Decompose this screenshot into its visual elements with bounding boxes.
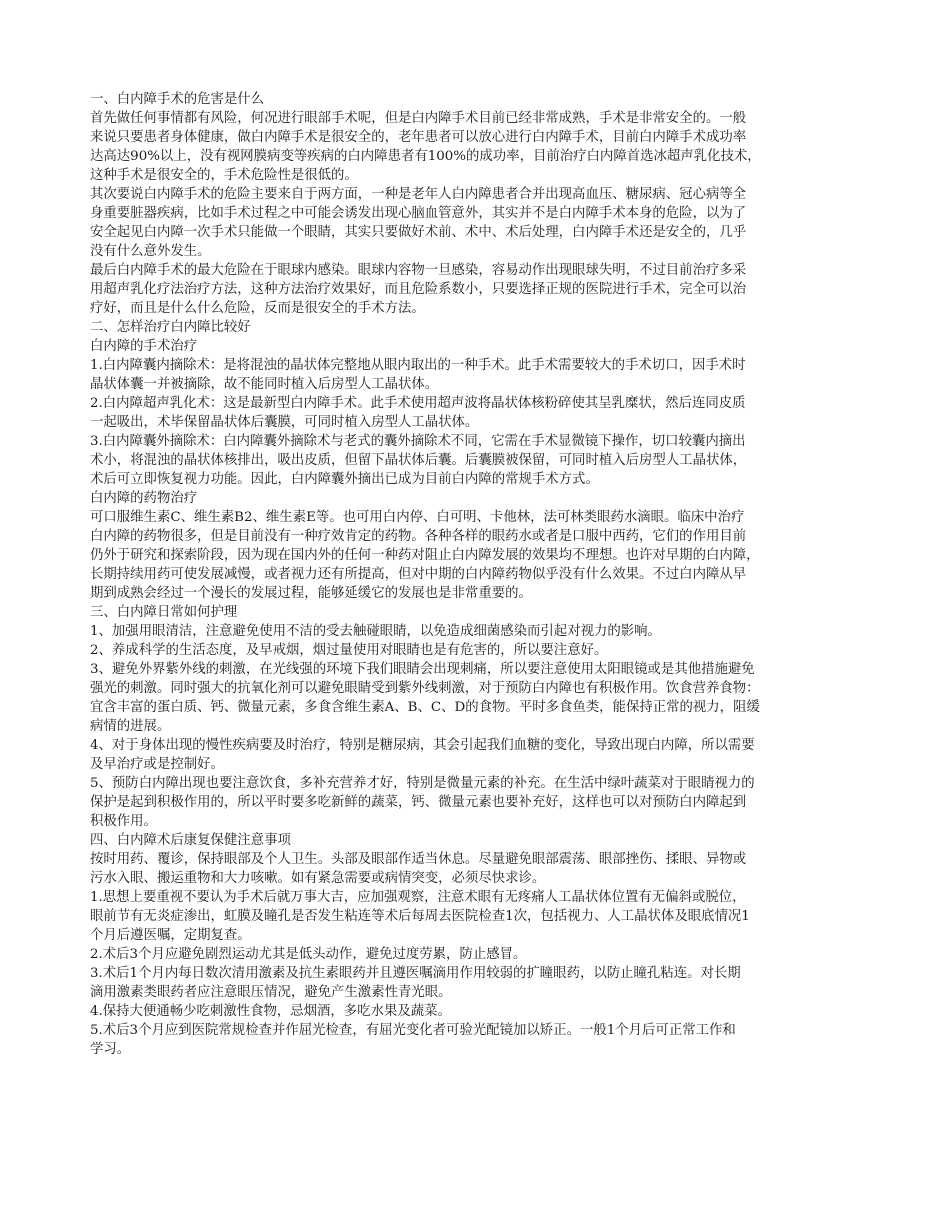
text-line: 疗好，而且是什么什么危险，反而是很安全的手术方法。 xyxy=(90,301,425,316)
text-line: 一起吸出，术毕保留晶状体后囊膜，可同时植入房型人工晶状体。 xyxy=(90,415,479,430)
text-line: 长期持续用药可使发展减慢，或者视力还有所提高，但对中期的白内障药物似乎没有什么效果。不过白内障从早 xyxy=(90,567,747,582)
text-line: 4.保持大便通畅少吃刺激性食物，忌烟酒，多吃水果及蔬菜。 xyxy=(90,1004,451,1019)
text-line: 2.白内障超声乳化术：这是最新型白内障手术。此手术使用超声波将晶状体核粉碎使其呈乳糜状，然后连同皮质 xyxy=(90,396,746,411)
text-line: 二、怎样治疗白内障比较好 xyxy=(90,320,251,335)
text-line: 积极作用。 xyxy=(90,814,157,829)
text-line: 其次要说白内障手术的危险主要来自于两方面，一种是老年人白内障患者合并出现高血压、糖尿病、冠心病等全 xyxy=(90,187,747,202)
text-line: 学习。 xyxy=(90,1042,131,1057)
text-line: 2.术后3个月应避免剧烈运动尤其是低头动作，避免过度劳累，防止感冒。 xyxy=(90,947,527,962)
text-line: 四、白内障术后康复保健注意事项 xyxy=(90,833,291,848)
text-line: 强光的刺激。同时强大的抗氧化剂可以避免眼睛受到紫外线刺激，对于预防白内障也有积极作用。饮食营养食物： xyxy=(90,681,760,696)
text-line: 最后白内障手术的最大危险在于眼球内感染。眼球内容物一旦感染，容易动作出现眼球失明，不过目前治疗多采 xyxy=(90,263,747,278)
text-line: 1.思想上要重视不要认为手术后就万事大吉，应加强观察，注意术眼有无疼痛人工晶状体位置有无偏斜或脱位， xyxy=(90,890,746,905)
text-line: 晶状体囊一并被摘除，故不能同时植入后房型人工晶状体。 xyxy=(90,377,439,392)
text-line: 用超声乳化疗法治疗方法，这种方法治疗效果好，而且危险系数小，只要选择正规的医院进行手术，完全可以治 xyxy=(90,282,747,297)
text-line: 白内障的药物很多，但是目前没有一种疗效肯定的药物。各种各样的眼药水或者是口服中西药，它们的作用目前 xyxy=(90,529,747,544)
text-line: 白内障的手术治疗 xyxy=(90,339,198,354)
text-line: 安全起见白内障一次手术只能做一个眼睛，其实只要做好术前、术中、术后处理，白内障手术还是安全的，几乎 xyxy=(90,225,747,240)
text-line: 没有什么意外发生。 xyxy=(90,244,211,259)
text-line: 来说只要患者身体健康，做白内障手术是很安全的，老年患者可以放心进行白内障手术，目前白内障手术成功率 xyxy=(90,130,747,145)
text-line: 首先做任何事情都有风险，何况进行眼部手术呢，但是白内障手术目前已经非常成熟，手术是非常安全的。一般 xyxy=(90,111,747,126)
text-line: 达高达90%以上，没有视网膜病变等疾病的白内障患者有100%的成功率，目前治疗白内障首选冰超声乳化技术， xyxy=(90,149,761,164)
text-line: 术小，将混浊的晶状体核排出，吸出皮质，但留下晶状体后囊。后囊膜被保留，可同时植入后房型人工晶状体， xyxy=(90,453,747,468)
text-line: 5、预防白内障出现也要注意饮食，多补充营养才好，特别是微量元素的补充。在生活中绿叶蔬菜对于眼睛视力的 xyxy=(90,776,755,791)
text-line: 眼前节有无炎症渗出，虹膜及瞳孔是否发生粘连等术后每周去医院检查1次，包括视力、人工晶状体及眼底情况1 xyxy=(90,909,750,924)
document-body xyxy=(90,90,862,1059)
text-line: 5.术后3个月应到医院常规检查并作屈光检查，有屈光变化者可验光配镜加以矫正。一般1个月后可正常工作和 xyxy=(90,1023,736,1038)
text-line: 保护是起到积极作用的，所以平时要多吃新鲜的蔬菜，钙、微量元素也要补充好，这样也可以对预防白内障起到 xyxy=(90,795,747,810)
text-line: 这种手术是很安全的，手术危险性是很低的。 xyxy=(90,168,358,183)
text-line: 4、对于身体出现的慢性疾病要及时治疗，特别是糖尿病，其会引起我们血糖的变化，导致出现白内障，所以需要 xyxy=(90,738,755,753)
text-line: 2、养成科学的生活态度，及早戒烟，烟过量使用对眼睛也是有危害的，所以要注意好。 xyxy=(90,643,608,658)
text-line: 按时用药、覆诊，保持眼部及个人卫生。头部及眼部作适当休息。尽量避免眼部震荡、眼部挫伤、揉眼、异物或 xyxy=(90,852,747,867)
text-line: 身重要脏器疾病，比如手术过程之中可能会诱发出现心脑血管意外，其实并不是白内障手术本身的危险，以为了 xyxy=(90,206,747,221)
text-line: 可口服维生素C、维生素B2、维生素E等。也可用白内停、白可明、卡他林，法可林类眼药水滴眼。临床中治疗 xyxy=(90,510,745,525)
text-line: 污水入眼、搬运重物和大力咳嗽。如有紧急需要或病情突变，必须尽快求诊。 xyxy=(90,871,546,886)
text-line: 期到成熟会经过一个漫长的发展过程，能够延缓它的发展也是非常重要的。 xyxy=(90,586,532,601)
text-line: 滴用激素类眼药者应注意眼压情况，避免产生激素性青光眼。 xyxy=(90,985,452,1000)
text-line: 个月后遵医嘱，定期复查。 xyxy=(90,928,251,943)
text-line: 3.术后1个月内每日数次清用激素及抗生素眼药并且遵医嘱滴用作用较弱的扩瞳眼药，以防止瞳孔粘连。对长期 xyxy=(90,966,741,981)
text-line: 3.白内障囊外摘除术：白内障囊外摘除术与老式的囊外摘除术不同，它需在手术显微镜下操作，切口较囊内摘出 xyxy=(90,434,746,449)
text-line: 宜含丰富的蛋白质、钙、微量元素，多食含维生素A、B、C、D的食物。平时多食鱼类，能保持正常的视力，阻缓 xyxy=(90,700,760,715)
text-line: 及早治疗或是控制好。 xyxy=(90,757,224,772)
text-line: 三、白内障日常如何护理 xyxy=(90,605,238,620)
text-line: 3、避免外界紫外线的刺激，在光线强的环境下我们眼睛会出现刺痛，所以要注意使用太阳眼镜或是其他措施避免 xyxy=(90,662,755,677)
text-line: 病情的进展。 xyxy=(90,719,171,734)
text-line: 一、白内障手术的危害是什么 xyxy=(90,92,265,107)
text-line: 仍外于研究和探索阶段，因为现在国内外的任何一种药对阻止白内障发展的效果均不理想。也许对早期的白内障， xyxy=(90,548,760,563)
text-line: 1.白内障囊内摘除术：是将混浊的晶状体完整地从眼内取出的一种手术。此手术需要较大的手术切口，因手术时 xyxy=(90,358,746,373)
text-line: 1、加强用眼清洁，注意避免使用不洁的受去触碰眼睛，以免造成细菌感染而引起对视力的影响。 xyxy=(90,624,661,639)
text-line: 白内障的药物治疗 xyxy=(90,491,198,506)
text-line: 术后可立即恢复视力功能。因此，白内障囊外摘出已成为目前白内障的常规手术方式。 xyxy=(90,472,599,487)
